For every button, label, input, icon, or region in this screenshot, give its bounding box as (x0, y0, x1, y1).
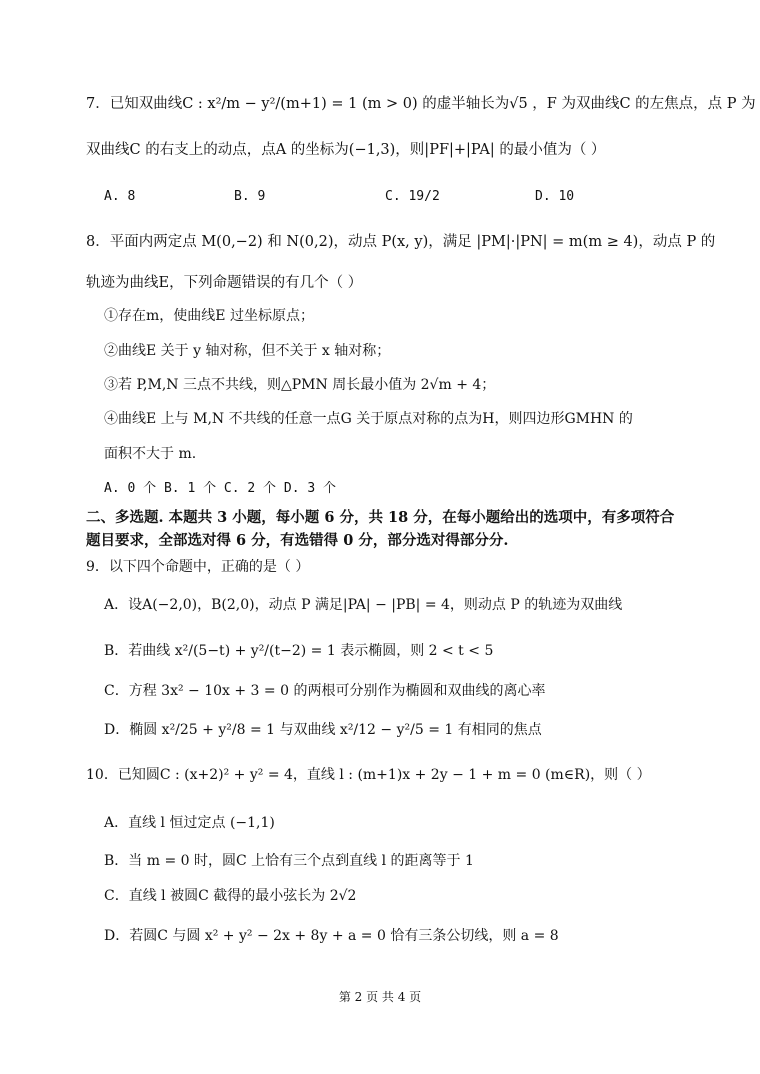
q7-line1: 7．已知双曲线C : x²/m − y²/(m+1) = 1 (m > 0) 的虚半轴长为√5 ，F 为双曲线C 的左焦点，点 P 为 (86, 96, 756, 112)
page-footer: 第 2 页 共 4 页 (338, 990, 422, 1004)
q10-option-a: A．直线 l 恒过定点 (−1,1) (104, 815, 275, 831)
q8-item-2: ②曲线E 关于 y 轴对称，但不关于 x 轴对称； (104, 343, 391, 359)
q7-option-c: C. 19/2 (385, 189, 440, 204)
section2-heading-line2: 题目要求，全部选对得 6 分，有选错得 0 分，部分选对得部分分. (86, 532, 509, 549)
q7-option-a: A. 8 (104, 189, 136, 204)
q7-option-d: D. 10 (535, 189, 575, 204)
q9-option-c: C．方程 3x² − 10x + 3 = 0 的两根可分别作为椭圆和双曲线的离心率 (104, 683, 546, 699)
q8-item-4a: ④曲线E 上与 M,N 不共线的任意一点G 关于原点对称的点为H，则四边形GMHN 的 (104, 411, 633, 427)
q10-option-b: B．当 m = 0 时，圆C 上恰有三个点到直线 l 的距离等于 1 (104, 853, 474, 869)
q9-option-b: B．若曲线 x²/(5−t) + y²/(t−2) = 1 表示椭圆，则 2 < t < 5 (104, 643, 494, 659)
q8-item-3: ③若 P,M,N 三点不共线，则△PMN 周长最小值为 2√m + 4； (104, 377, 496, 393)
q8-options: A. 0 个 B. 1 个 C. 2 个 D. 3 个 (104, 481, 337, 496)
q10-stem: 10．已知圆C : (x+2)² + y² = 4，直线 l : (m+1)x + 2y − 1 + m = 0 (m∈R)，则（ ） (86, 767, 651, 783)
q9-option-d: D．椭圆 x²/25 + y²/8 = 1 与双曲线 x²/12 − y²/5 = 1 有相同的焦点 (104, 722, 542, 738)
q9-option-a: A．设A(−2,0)，B(2,0)，动点 P 满足|PA| − |PB| = 4，则动点 P 的轨迹为双曲线 (104, 597, 623, 613)
q8-line2: 轨迹为曲线E，下列命题错误的有几个（ ） (86, 275, 363, 291)
q8-item-4b: 面积不大于 m. (104, 446, 197, 462)
q7-line2: 双曲线C 的右支上的动点，点A 的坐标为(−1,3)，则|PF|+|PA| 的最小值为（ ） (86, 142, 606, 158)
q10-option-c: C．直线 l 被圆C 截得的最小弦长为 2√2 (104, 888, 357, 904)
q8-item-1: ①存在m，使曲线E 过坐标原点； (104, 308, 314, 324)
q7-option-b: B. 9 (234, 189, 266, 204)
q8-line1: 8．平面内两定点 M(0,−2) 和 N(0,2)，动点 P(x, y)，满足 |PM|·|PN| = m(m ≥ 4)，动点 P 的 (86, 234, 716, 250)
q9-stem: 9．以下四个命题中，正确的是（ ） (86, 559, 310, 575)
section2-heading-line1: 二、多选题. 本题共 3 小题，每小题 6 分，共 18 分，在每小题给出的选项中，有多项符合 (86, 509, 675, 526)
q10-option-d: D．若圆C 与圆 x² + y² − 2x + 8y + a = 0 恰有三条公切线，则 a = 8 (104, 928, 559, 944)
